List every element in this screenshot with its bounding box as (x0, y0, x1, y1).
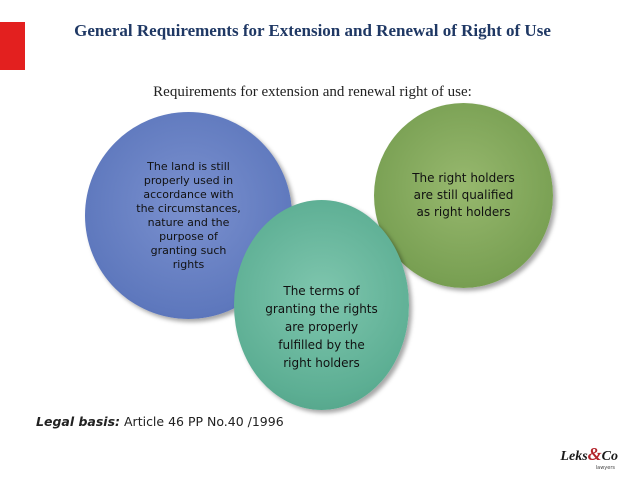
logo-ampersand: & (587, 444, 602, 464)
requirement-circle-terms-fulfilled (234, 200, 409, 410)
legal-basis (36, 414, 284, 429)
logo-right: Co (601, 449, 618, 464)
requirement-text-land-use: The land is still properly used in accordance with the circumstances, nature and the purpose of granting such rights (136, 159, 241, 271)
logo-subtext: lawyers (595, 465, 615, 471)
red-accent-bar (0, 22, 25, 70)
slide-subtitle: Requirements for extension and renewal right of use: (153, 84, 472, 100)
requirement-text-terms-fulfilled: The terms of granting the rights are properly fulfilled by the right holders (265, 284, 378, 370)
requirement-text-qualified-holders: The right holders are still qualified as right holders (412, 171, 515, 219)
leks-co-logo (560, 444, 618, 471)
legal-basis-text: Article 46 PP No.40 /1996 (124, 414, 284, 429)
accent-line (6, 80, 19, 82)
slide-title: General Requirements for Extension and Renewal of Right of Use (74, 21, 551, 40)
legal-basis-label: Legal basis: (36, 414, 121, 429)
logo-left: Leks (560, 449, 588, 464)
